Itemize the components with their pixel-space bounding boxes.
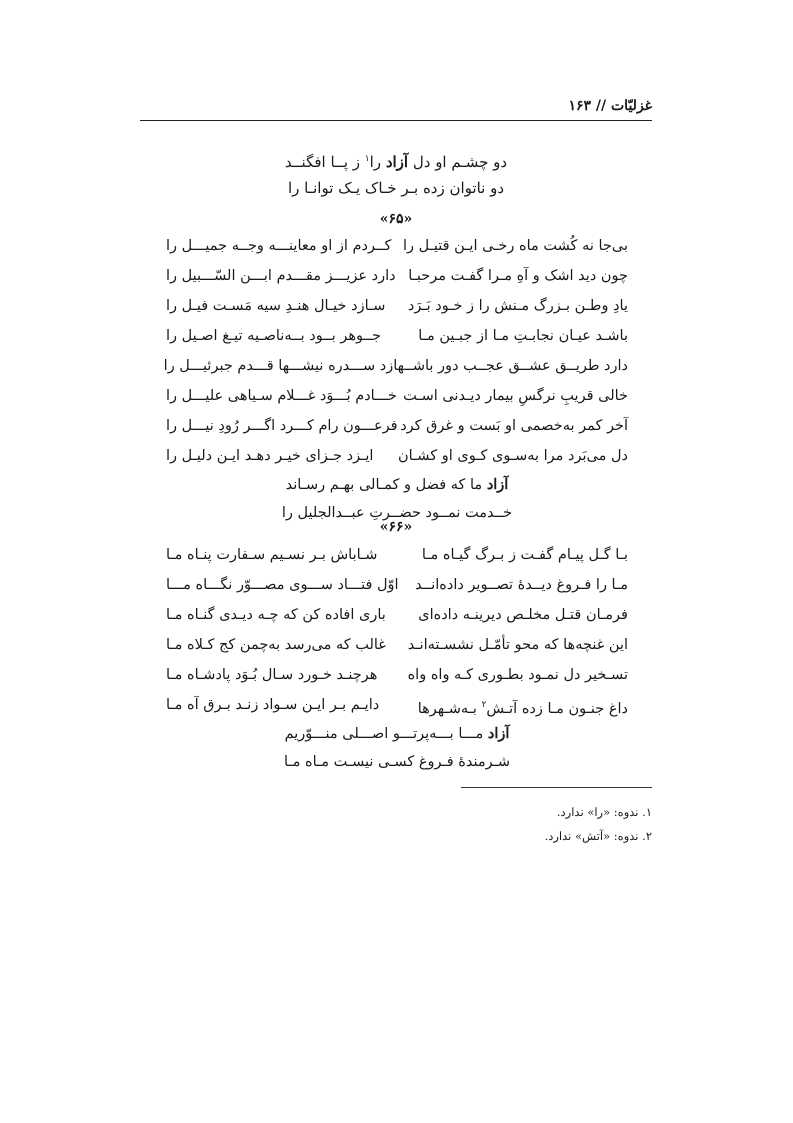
hemistich-second: دارد عزیـــز مقـــدم ابـــن السّـــبیل را (166, 268, 396, 284)
couplet (166, 291, 628, 321)
hemistich-first: بـا گـل پیـام گفـت ز بـرگ گیـاه مـا (421, 547, 628, 563)
hemistich-second: کــردم از او معاینـــه وجــه جمیـــل را (166, 238, 392, 254)
couplet (166, 540, 628, 570)
couplet (166, 261, 628, 291)
ghazal-66 (166, 540, 628, 776)
hemistich-second: خـــادم بُـــوَد غـــلام سـیاهی علیـــل را (166, 388, 397, 404)
hemistich-first: یادِ وطـن بـزرگ مـنش را ز خـود بَـرَد (407, 298, 628, 314)
hemistich-first: بی‌جا نه کُشت ماه رخـی ایـن قتیـل را (402, 238, 628, 254)
hemistich-second: باری افاده کن که چـه دیـدی گنـاه مـا (166, 607, 386, 623)
footnote-rule (461, 787, 652, 788)
footnote-ref-1: ۱ (364, 154, 370, 164)
intro-couplet (160, 146, 632, 201)
ghazal-number-65: «۶۵» (379, 211, 413, 227)
couplet (166, 381, 628, 411)
hemistich-second: فرعـــون رام کـــرد اگـــر رُودِ نیـــل را (166, 418, 398, 434)
couplet (163, 351, 628, 381)
hemistich-first: مـا را فـروغ دیــدۀ تصــویر داده‌انــد (415, 577, 628, 593)
hemistich-first: تسـخیر دل نمـود بطـوری کـه واه واه (407, 667, 628, 683)
footnote: ۱. ندوه: «را» ندارد. (556, 805, 652, 819)
intro-line-1: دو چشـم او دل آزاد را$^۱$ ز پــا افگنــد (284, 153, 508, 171)
hemistich-second: جــوهر بــود بــه‌ناصـیه تیـغ اصـیل را (166, 328, 381, 344)
hemistich-second: شـاباش بـر نسـیم سـفارت پنـاه مـا (166, 547, 378, 563)
footnotes (545, 800, 652, 848)
couplet (166, 411, 628, 441)
couplet (166, 441, 628, 471)
couplet (166, 630, 628, 660)
couplet (166, 600, 628, 630)
hemistich-first: دارد طریــق عشــق عجــب دور باشــها (393, 358, 628, 374)
closing-line-1: آزاد ما که فضل و کمـالی بهـم رسـاند (285, 476, 509, 493)
hemistich-second: زد ســـدره نیشـــها قـــدم جبرئیـــل را (163, 358, 394, 374)
closing-line-2: خــدمت نمــود حضــرتِ عبــدالجلیل را (281, 505, 513, 521)
hemistich-first: باشـد عیـان نجابـتِ مـا از جبـین مـا (418, 328, 628, 344)
ghazal-number-66: «۶۶» (379, 519, 413, 535)
pen-name: آزاد (487, 725, 510, 742)
hemistich-first: چون دید اشک و آهِ مـرا گفـت مرحبـا (408, 268, 628, 284)
hemistich-second: غالب که می‌رسد به‌چمن کج کـلاه مـا (166, 637, 386, 653)
hemistich-first: آخر کمر به‌خصمی او بَست و غرق کرد (400, 418, 628, 434)
running-title: غزلیّات // ۱۶۳ (568, 98, 652, 114)
couplet (166, 321, 628, 351)
footnote: ۲. ندوه: «آتش» ندارد. (544, 829, 652, 843)
hemistich-second: سـازد خیـال هنـدِ سیه مَسـت فیـل را (166, 298, 386, 314)
closing-line-2: شـرمندۀ فـروغ کسـی نیسـت مـاه مـا (283, 754, 511, 770)
header-rule (140, 120, 652, 121)
hemistich-first: خالی قریبِ نرگسِ بیمار دیـدنی اسـت (403, 388, 628, 404)
footnote-ref-2: ۲ (481, 700, 487, 710)
couplet (166, 231, 628, 261)
hemistich-second: ایـزد جـزای خیـر دهـد ایـن دلیـل را (166, 448, 374, 464)
hemistich-first: دل می‌بَرد مرا به‌سـوی کـوی او کشـان (397, 448, 628, 464)
ghazal-65 (163, 231, 628, 527)
pen-name: آزاد (385, 153, 409, 171)
page-header (140, 98, 652, 122)
pen-name: آزاد (486, 476, 509, 493)
hemistich-second: اوّل فتـــاد ســـوی مصـــوّر نگـــاه مـــا (166, 577, 399, 593)
couplet (166, 690, 628, 720)
hemistich-second: دایـم بـر ایـن سـواد زنـد بـرق آه مـا (166, 697, 380, 713)
closing-line-1: آزاد مـــا بـــه‌پرتـــو اصـــلی منـــوّریم (284, 725, 510, 742)
hemistich-first: این غنچه‌ها که محو تأمّـل نشسـته‌انـد (407, 637, 628, 653)
closing-couplet (166, 720, 628, 776)
hemistich-first: داغ جنـون مـا زده آتـش$^۲$ بـه‌شـهرها (417, 700, 628, 717)
hemistich-second: هرچنـد خـورد سـال بُـوَد پادشـاه مـا (166, 667, 378, 683)
couplet (166, 660, 628, 690)
hemistich-first: فرمـان قتـل مخلـص دیرینـه داده‌ای (418, 607, 628, 623)
couplet (166, 570, 628, 600)
intro-line-2: دو ناتوان زده بـر خـاک یـک توانـا را (287, 179, 505, 197)
